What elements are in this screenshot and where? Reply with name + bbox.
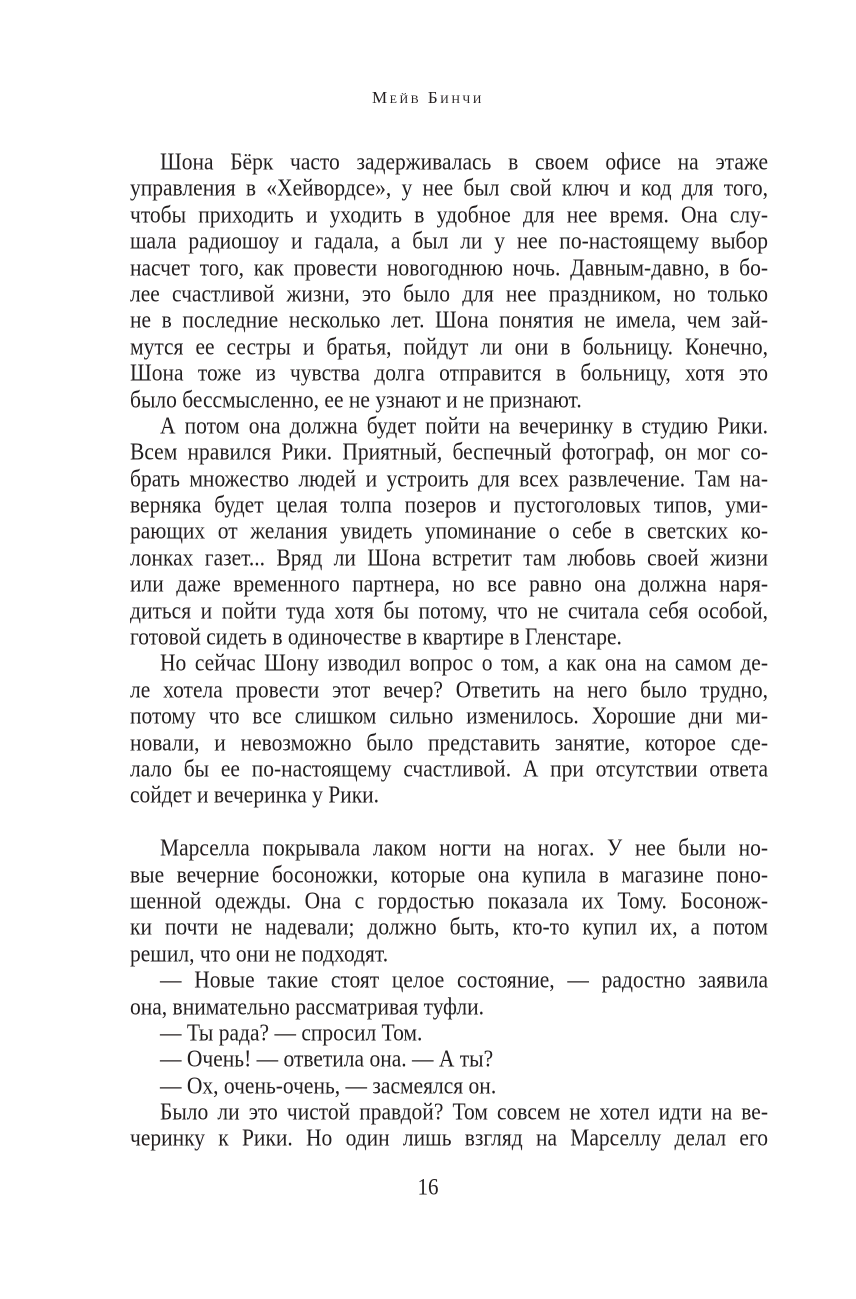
text-line: Шона тоже из чувства долга отправится в больницу, хотя это [130, 359, 768, 387]
text-line: она, внимательно рассматривая туфли. [130, 992, 485, 1020]
text-line: вые вечерние босоножки, которые она купила в магазине поно- [130, 860, 768, 888]
paragraph [130, 413, 768, 651]
text-line: ки почти не надевали; должно быть, кто-то купил их, а потом [130, 913, 768, 941]
text-line: Было ли это чистой правдой? Том совсем не хотел идти на ве- [160, 1098, 768, 1126]
text-line: ле хотела провести этот вечер? Ответить на него было трудно, [130, 676, 768, 703]
text-line: не в последние несколько лет. Шона понятия не имела, чем зай- [130, 306, 768, 334]
page-number: 16 [417, 1173, 439, 1201]
text-line: чтобы приходить и уходить в удобное для нее время. Она слу- [130, 201, 768, 228]
body-text [130, 149, 768, 1152]
text-line: новали, и невозможно было представить занятие, которое сде- [130, 728, 768, 756]
text-line: — Ох, очень-очень, — засмеялся он. [160, 1071, 497, 1099]
text-line: верняка будет целая толпа позеров и пустоголовых типов, уми- [130, 491, 768, 519]
text-line: — Новые такие стоят целое состояние, — радостно заявила [160, 966, 768, 994]
paragraph [130, 650, 768, 808]
text-line: Шона Бёрк часто задерживалась в своем офисе на этаже [160, 148, 768, 176]
text-line: шенной одежды. Она с гордостью показала их Тому. Босонож- [130, 887, 768, 915]
text-line: лонках газет... Вряд ли Шона встретит там любовь своей жизни [130, 544, 768, 571]
paragraph [130, 1099, 768, 1152]
text-line: брать множество людей и устроить для всех развлечение. Там на- [130, 464, 768, 492]
text-line: было бессмысленно, ее не узнают и не признают. [130, 385, 582, 413]
text-line: управления в «Хейвордсе», у нее был свой ключ и код для того, [130, 174, 768, 202]
text-line: — Очень! — ответила она. — А ты? [160, 1045, 494, 1073]
text-line: — Ты рада? — спросил Том. [160, 1019, 423, 1046]
text-line: Но сейчас Шону изводил вопрос о том, а как она на самом де- [160, 649, 768, 677]
text-line: лее счастливой жизни, это было для нее праздником, но только [130, 280, 768, 308]
text-line: шала радиошоу и гадала, а был ли у нее по-настоящему выбор [130, 227, 768, 255]
text-line: сойдет и вечеринка у Рики. [130, 781, 380, 809]
paragraph [130, 1046, 768, 1072]
text-line: черинку к Рики. Но один лишь взгляд на Марселлу делал его [130, 1124, 768, 1152]
text-line: потому что все слишком сильно изменилось. Хорошие дни ми- [130, 702, 768, 730]
text-line: решил, что они не подходят. [130, 939, 389, 967]
text-line: А потом она должна будет пойти на вечеринку в студию Рики. [160, 412, 768, 440]
running-head-author: Мейв Бинчи [372, 88, 484, 107]
text-line: насчет того, как провести новогоднюю ночь. Давным-давно, в бо- [130, 253, 768, 281]
text-line: диться и пойти туда хотя бы потому, что не считала себя особой, [130, 596, 768, 624]
paragraph [130, 1073, 768, 1099]
paragraph [130, 149, 768, 413]
paragraph [130, 1020, 768, 1046]
paragraph [130, 967, 768, 1020]
text-line: рающих от желания увидеть упоминание о себе в светских ко- [130, 517, 768, 545]
text-line: лало бы ее по-настоящему счастливой. А при отсутствии ответа [130, 755, 768, 783]
text-line: мутся ее сестры и братья, пойдут ли они в больницу. Конечно, [130, 332, 768, 360]
text-line: или даже временного партнера, но все равно она должна наря- [130, 570, 768, 598]
paragraph [130, 835, 768, 967]
text-line: Марселла покрывала лаком ногти на ногах. У нее были но- [160, 834, 768, 862]
text-line: готовой сидеть в одиночестве в квартире в Гленстаре. [130, 623, 622, 651]
text-line: Всем нравился Рики. Приятный, беспечный фотограф, он мог со- [130, 438, 768, 466]
